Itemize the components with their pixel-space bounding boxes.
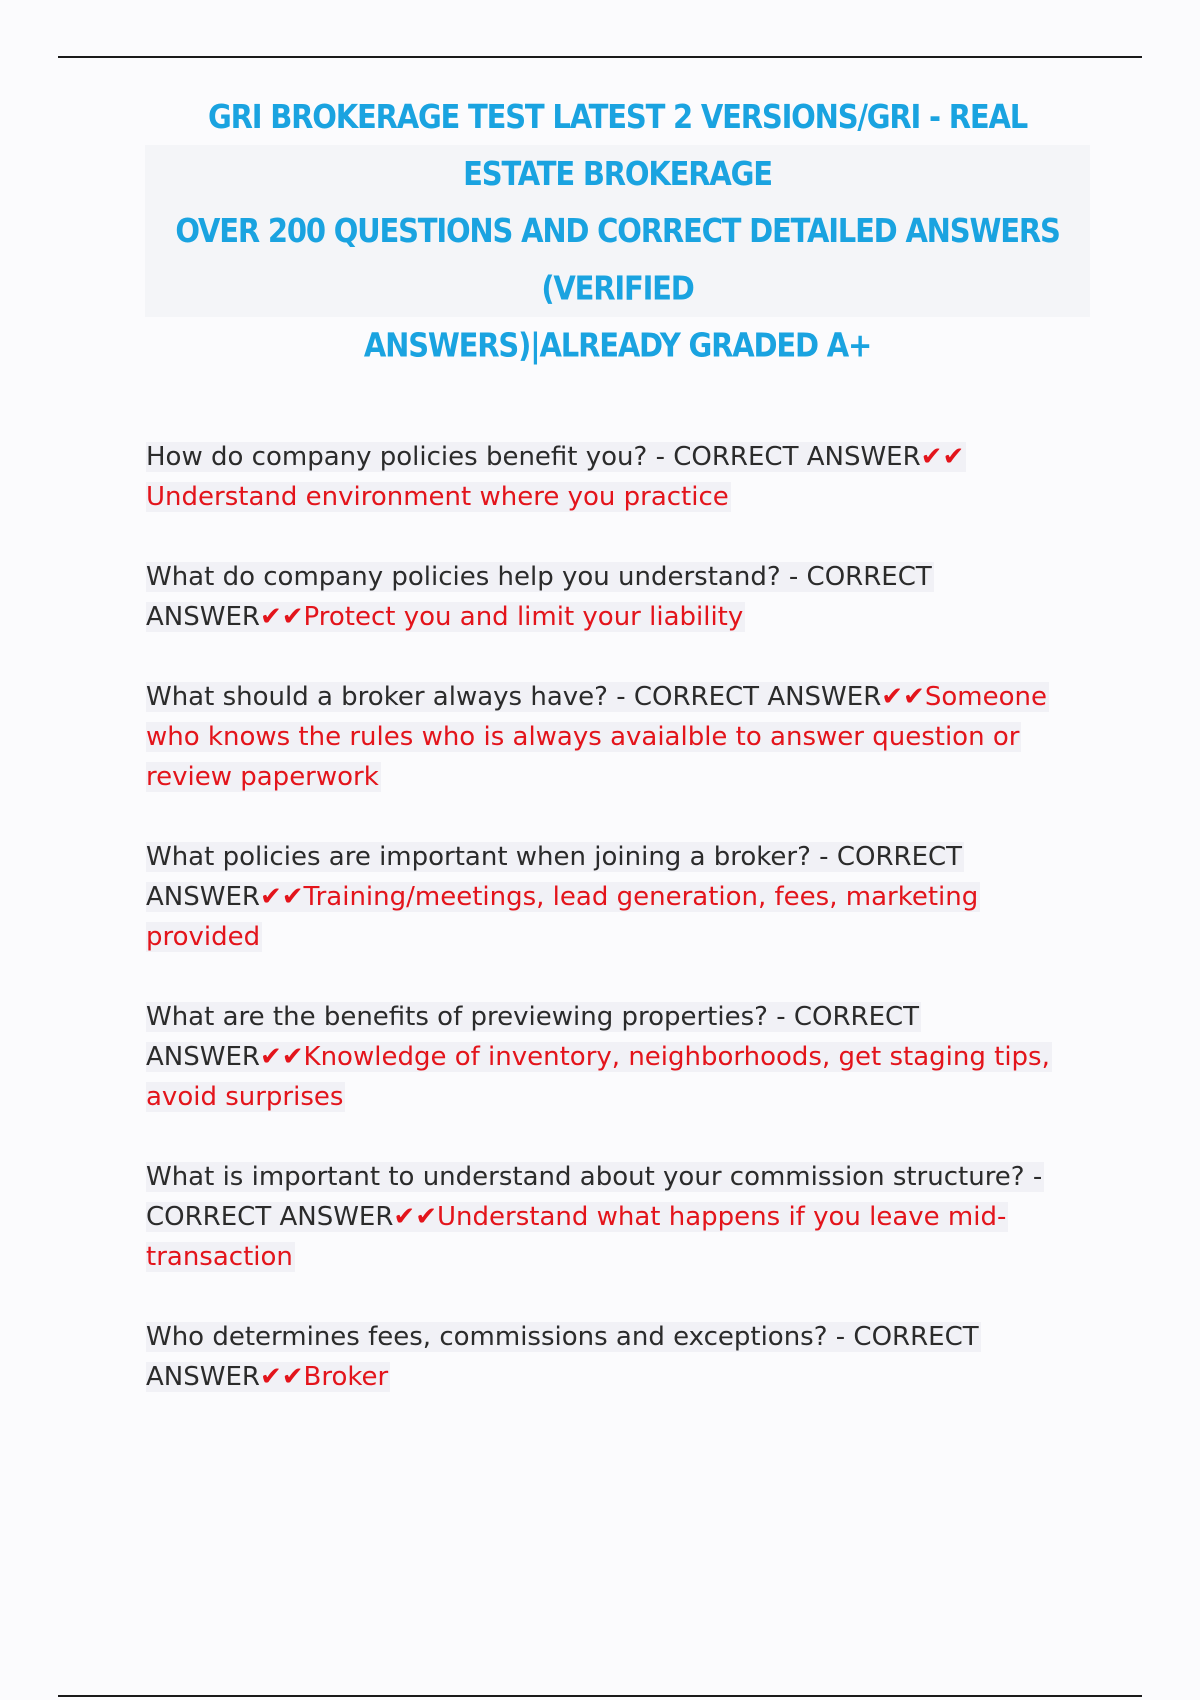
question-text: What do company policies help you understand? - CORRECT ANSWER — [146, 562, 932, 632]
header-rule — [58, 56, 1142, 58]
check-icon: ✔✔ — [259, 602, 304, 632]
qa-item-1 — [146, 437, 1096, 517]
qa-item-4 — [146, 837, 1096, 957]
check-icon: ✔✔ — [259, 1362, 304, 1392]
answer-text: Broker — [303, 1362, 389, 1392]
answer-text: Knowledge of inventory, neighborhoods, get staging tips, avoid surprises — [146, 1042, 1050, 1112]
question-text: What is important to understand about your commission structure? - CORRECT ANSWER — [146, 1162, 1043, 1232]
question-text: What should a broker always have? - CORRECT ANSWER — [146, 682, 882, 712]
check-icon: ✔✔ — [259, 882, 304, 912]
answer-text: Understand environment where you practice — [146, 482, 729, 512]
answer-text: Training/meetings, lead generation, fees, marketing provided — [146, 882, 979, 952]
qa-list — [146, 437, 1096, 1437]
answer-text: Protect you and limit your liability — [303, 602, 744, 632]
qa-item-7 — [146, 1317, 1096, 1397]
qa-item-5 — [146, 997, 1096, 1117]
check-icon: ✔✔ — [393, 1202, 437, 1232]
document-title: GRI BROKERAGE TEST LATEST 2 VERSIONS/GRI - REAL ESTATE BROKERAGE OVER 200 QUESTIONS AND CORRECT DETAILED ANSWERS (VERIFIED ANSWERS)|ALREADY GRADED A+ — [175, 97, 1060, 364]
question-text: How do company policies benefit you? - CORRECT ANSWER — [146, 442, 921, 472]
qa-item-3 — [146, 677, 1096, 797]
check-icon: ✔✔ — [920, 442, 965, 472]
check-icon: ✔✔ — [881, 682, 925, 712]
check-icon: ✔✔ — [259, 1042, 304, 1072]
question-text: Who determines fees, commissions and exceptions? - CORRECT ANSWER — [146, 1322, 979, 1392]
answer-text: Understand what happens if you leave mid-transaction — [146, 1202, 1007, 1272]
answer-text: Someone who knows the rules who is always avaialble to answer question or review paperwork — [146, 682, 1047, 792]
footer-rule — [58, 1695, 1142, 1697]
question-text: What policies are important when joining a broker? - CORRECT ANSWER — [146, 842, 963, 912]
question-text: What are the benefits of previewing properties? - CORRECT ANSWER — [146, 1002, 920, 1072]
qa-item-2 — [146, 557, 1096, 637]
title-box — [145, 97, 1090, 364]
qa-item-6 — [146, 1157, 1096, 1277]
